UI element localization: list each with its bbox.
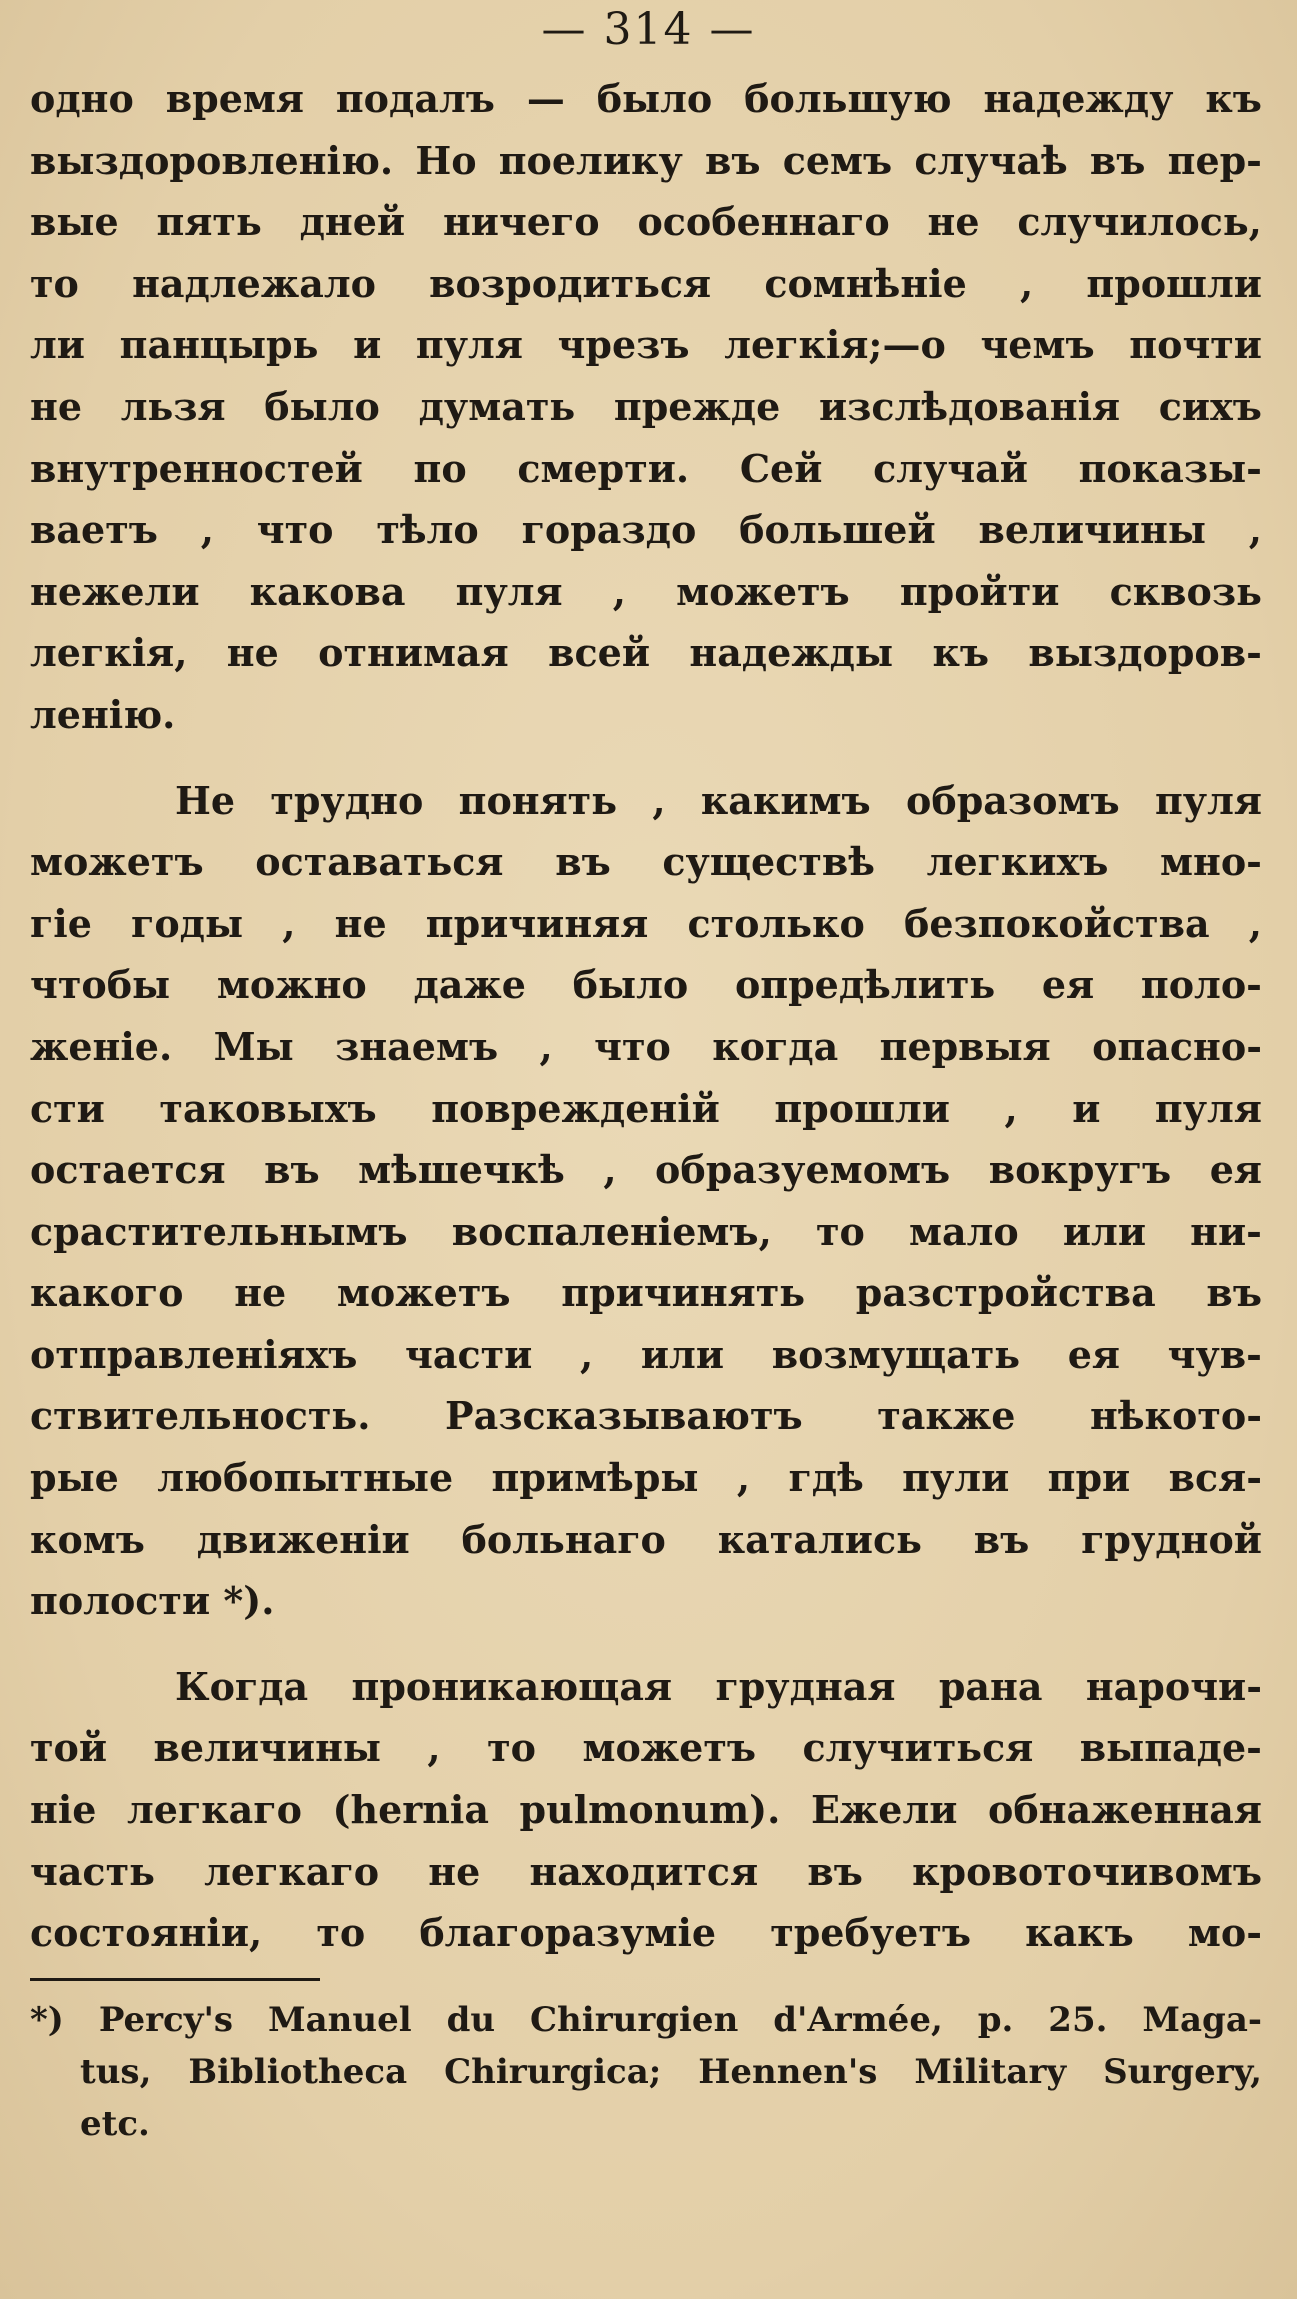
text-line: остается въ мѣшечкѣ , образуемомъ вокругъ ея	[30, 1147, 1262, 1193]
paragraph-2	[30, 778, 1262, 1640]
text-line: рые любопытные примѣры , гдѣ пули при вся-	[30, 1455, 1262, 1501]
text-line: не льзя было думать прежде изслѣдованія сихъ	[30, 383, 1262, 429]
text-line: срастительнымъ воспаленіемъ, то мало или ни-	[30, 1208, 1262, 1254]
paragraph-gap	[30, 754, 1262, 778]
text-line: одно время подалъ — было большую надежду къ	[30, 76, 1262, 121]
text-line: то надлежало возродиться сомнѣніе , прошли	[30, 260, 1262, 306]
text-line: комъ движеніи больнаго катались въ грудной	[30, 1516, 1262, 1562]
text-line: Не трудно понять , какимъ образомъ пуля	[175, 777, 1262, 823]
footnote-line: etc.	[80, 2104, 150, 2144]
text-line: той величины , то можетъ случиться выпаде-	[30, 1725, 1262, 1771]
text-line: можетъ оставаться въ существѣ легкихъ мно-	[30, 839, 1262, 885]
text-line: ли панцырь и пуля чрезъ легкія;—о чемъ почти	[30, 322, 1262, 368]
text-line: внутренностей по смерти. Сей случай показы-	[30, 445, 1262, 491]
text-line: какого не можетъ причинять разстройства въ	[30, 1270, 1262, 1316]
body-text	[30, 76, 1262, 1972]
paragraph-1	[30, 76, 1262, 754]
footnote-line: tus, Bibliotheca Chirurgica; Hennen's Military Surgery,	[80, 2052, 1262, 2092]
text-line: состояніи, то благоразуміе требуетъ какъ мо-	[30, 1910, 1262, 1956]
text-line: полости *).	[30, 1578, 275, 1624]
text-line: гіе годы , не причиняя столько безпокойства ,	[30, 900, 1262, 946]
footnote-line: *) Percy's Manuel du Chirurgien d'Armée, p. 25. Maga-	[30, 2000, 1262, 2040]
text-line: выздоровленію. Но поелику въ семъ случаѣ въ пер-	[30, 137, 1262, 183]
paragraph-gap	[30, 1640, 1262, 1664]
text-line: женіе. Мы знаемъ , что когда первыя опасно-	[30, 1023, 1262, 1069]
text-line: ніе легкаго (hernia pulmonum). Ежели обнаженная	[30, 1787, 1262, 1833]
text-line: ваетъ , что тѣло гораздо большей величины ,	[30, 507, 1262, 553]
footnote	[30, 2000, 1262, 2156]
footnote-rule	[30, 1978, 320, 1981]
text-line: вые пять дней ничего особеннаго не случилось,	[30, 199, 1262, 245]
text-line: ленію.	[30, 691, 176, 737]
text-line: Когда проникающая грудная рана нарочи-	[175, 1663, 1262, 1709]
text-line: сти таковыхъ поврежденій прошли , и пуля	[30, 1085, 1262, 1131]
text-line: ствительность. Разсказываютъ также нѣкото-	[30, 1393, 1262, 1439]
text-line: нежели какова пуля , можетъ пройти сквозь	[30, 568, 1262, 614]
text-line: отправленіяхъ части , или возмущать ея чув-	[30, 1331, 1262, 1377]
text-line: чтобы можно даже было опредѣлить ея поло-	[30, 962, 1262, 1008]
paragraph-3	[30, 1664, 1262, 1972]
text-line: часть легкаго не находится въ кровоточивомъ	[30, 1848, 1262, 1894]
text-line: легкія, не отнимая всей надежды къ выздоров-	[30, 630, 1262, 676]
page-number: — 314 —	[541, 4, 756, 55]
